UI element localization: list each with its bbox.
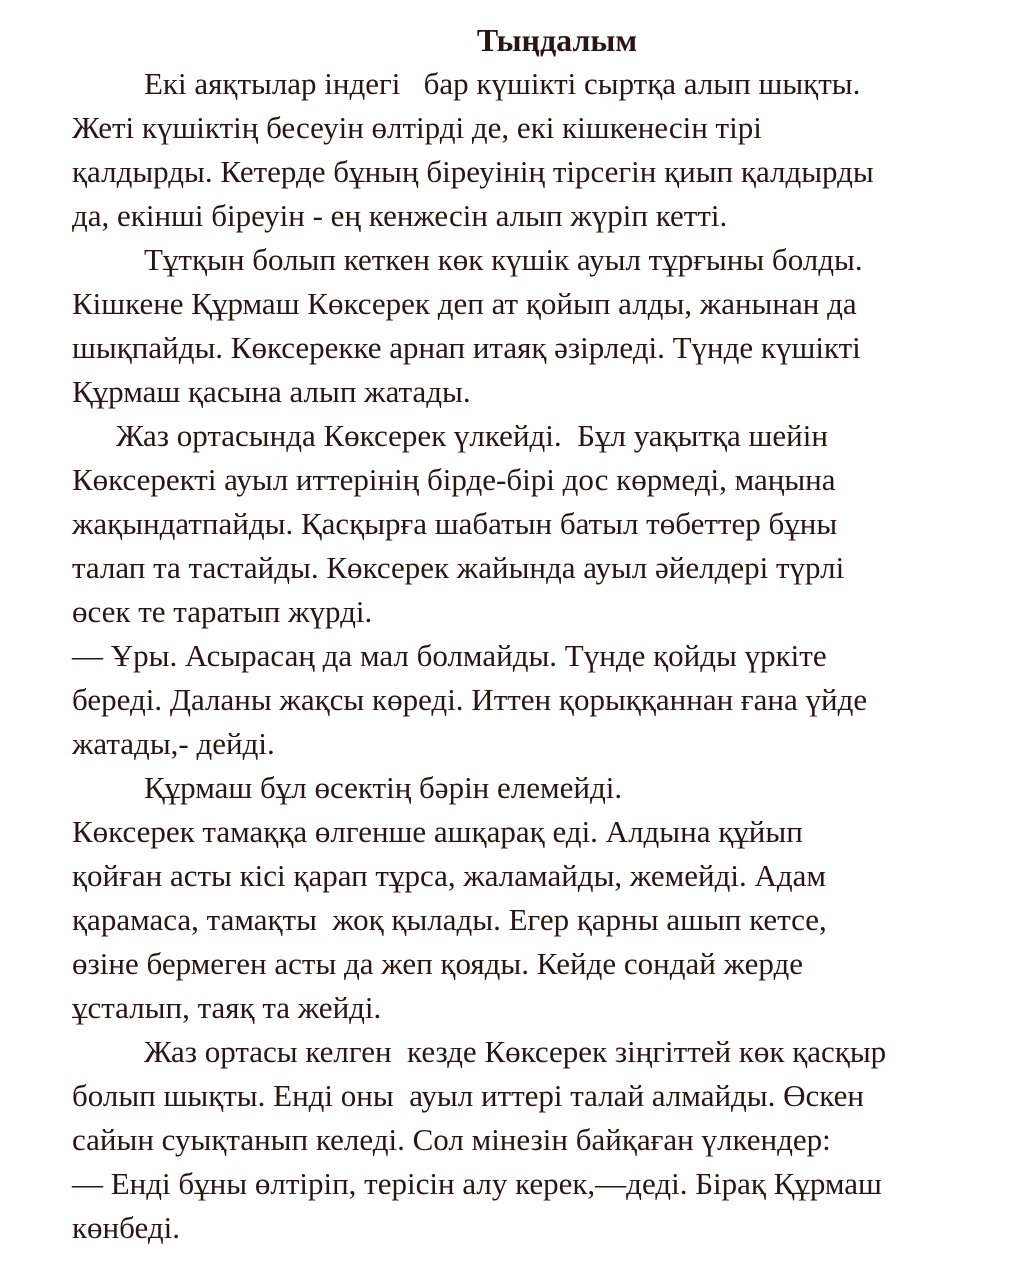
text-line: қойған асты кісі қарап тұрса, жаламайды, жемейді. Адам	[72, 858, 827, 893]
text-line: Тұтқын болып кеткен көк күшік ауыл тұрғыны болды.	[144, 242, 863, 277]
text-line: болып шықты. Енді оны ауыл иттері талай алмайды. Өскен	[72, 1078, 864, 1113]
text-line: Жеті күшіктің бесеуін өлтірді де, екі кішкенесін тірі	[72, 110, 762, 145]
text-line: өзіне бермеген асты да жеп қояды. Кейде сондай жерде	[72, 946, 803, 981]
text-line: жақындатпайды. Қасқырға шабатын батыл төбеттер бұны	[72, 506, 838, 541]
text-line: — Енді бұны өлтіріп, терісін алу керек,—деді. Бірақ Құрмаш	[72, 1166, 882, 1201]
text-line: Жаз ортасында Көксерек үлкейді. Бұл уақытқа шейін	[116, 418, 828, 453]
text-line: — Ұры. Асырасаң да мал болмайды. Түнде қойды үркіте	[72, 638, 827, 673]
document-page	[72, 18, 1002, 1250]
text-line: Құрмаш қасына алып жатады.	[72, 374, 471, 409]
text-line: Кішкене Құрмаш Көксерек деп ат қойып алды, жанынан да	[72, 286, 857, 321]
text-line: көнбеді.	[72, 1210, 181, 1245]
document-title: Тыңдалым	[476, 22, 638, 58]
text-line: қалдырды. Кетерде бұның біреуінің тірсегін қиып қалдырды	[72, 154, 874, 189]
text-line: шықпайды. Көксерекке арнап итаяқ әзірледі. Түнде күшікті	[72, 330, 861, 365]
text-line: талап та тастайды. Көксерек жайында ауыл әйелдері түрлі	[72, 550, 845, 585]
text-line: ұсталып, таяқ та жейді.	[72, 990, 382, 1025]
text-line: Екі аяқтылар індегі бар күшікті сыртқа алып шықты.	[144, 66, 861, 101]
text-line: береді. Даланы жақсы көреді. Иттен қорыққаннан ғана үйде	[72, 682, 868, 717]
text-line: жатады,- дейді.	[72, 726, 275, 761]
text-line: Көксерек тамаққа өлгенше ашқарақ еді. Алдына құйып	[72, 814, 803, 849]
text-line: Құрмаш бұл өсектің бәрін елемейді.	[144, 770, 623, 805]
text-line: қарамаса, тамақты жоқ қылады. Егер қарны ашып кетсе,	[72, 902, 827, 937]
text-line: өсек те таратып жүрді.	[72, 594, 373, 629]
text-line: сайын суықтанып келеді. Сол мінезін байқаған үлкендер:	[72, 1122, 831, 1157]
text-line: да, екінші біреуін - ең кенжесін алып жүріп кетті.	[72, 198, 728, 233]
text-line: Жаз ортасы келген кезде Көксерек зіңгіттей көк қасқыр	[144, 1034, 887, 1069]
text-line: Көксеректі ауыл иттерінің бірде-бірі дос көрмеді, маңына	[72, 462, 836, 497]
